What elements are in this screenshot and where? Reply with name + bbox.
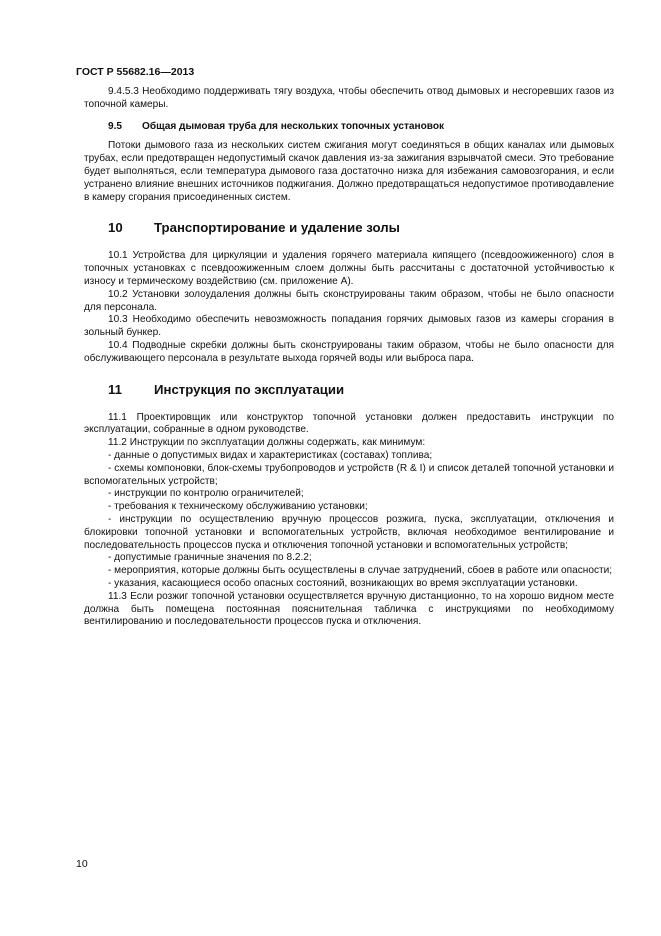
list-item: - схемы компоновки, блок-схемы трубопроводов и устройств (R & I) и список деталей топочной установки и вспомогательных устройств; xyxy=(84,462,614,487)
section-heading-11 xyxy=(84,382,614,398)
standard-header: ГОСТ Р 55682.16—2013 xyxy=(76,66,195,78)
paragraph-9-5-body: Потоки дымового газа из нескольких систем сжигания могут соединяться в общих каналах или дымовых трубах, если предотвращен недопустимый скачок давления из-за зажигания взрывчатой смеси. Это требование будет выполняться, если температура дымового газа достаточно низка для избежания самовозгорания, и если устранено влияние внешних источников поджигания. Должно предотвращаться недопустимое противодавление в камеру сгорания присоединенных систем. xyxy=(84,140,614,203)
section-heading-10 xyxy=(84,220,614,236)
subsection-number: 9.5 xyxy=(108,120,123,132)
section-title: Инструкция по эксплуатации xyxy=(154,381,345,397)
page-number: 10 xyxy=(76,858,88,870)
list-item: - мероприятия, которые должны быть осуществлены в случае затруднений, сбоев в работе или опасности; xyxy=(108,565,613,577)
subsection-heading-9-5 xyxy=(84,121,614,134)
section-number: 11 xyxy=(108,381,122,397)
paragraph-11-3: 11.3 Если розжиг топочной установки осуществляется вручную дистанционно, то на хорошо видном месте должна быть помещена постоянная пояснительная табличка с инструкциями по необходимому вентилированию и последовательности процессов пуска и отключения. xyxy=(84,590,614,628)
list-item: - допустимые граничные значения по 8.2.2; xyxy=(108,552,312,564)
section-title: Транспортирование и удаление золы xyxy=(154,220,400,236)
paragraph-11-2: 11.2 Инструкции по эксплуатации должны содержать, как минимум: xyxy=(108,437,426,449)
page-content xyxy=(84,86,614,629)
subsection-title: Общая дымовая труба для нескольких топочных установок xyxy=(142,120,445,132)
list-item: - инструкции по осуществлению вручную процессов розжига, пуска, эксплуатации, отключения и блокировки топочной установки и вспомогательных устройств, включая необходимое вентилирование и последовательность процессов пуска и отключения топочной установки и вспомогательных устройств; xyxy=(84,513,614,551)
paragraph-10-2: 10.2 Установки золоудаления должны быть сконструированы таким образом, чтобы не было опасности для персонала. xyxy=(84,288,614,313)
list-item: - данные о допустимых видах и характеристиках (составах) топлива; xyxy=(108,449,433,461)
paragraph-10-3: 10.3 Необходимо обеспечить невозможность попадания горячих дымовых газов из камеры сгорания в зольный бункер. xyxy=(84,314,614,339)
list-item: - инструкции по контролю ограничителей; xyxy=(108,488,304,500)
paragraph-9-4-5-3: 9.4.5.3 Необходимо поддерживать тягу воздуха, чтобы обеспечить отвод дымовых и несгоревших газов из топочной камеры. xyxy=(84,86,614,110)
paragraph-10-1: 10.1 Устройства для циркуляции и удаления горячего материала кипящего (псевдоожиженного) слоя в топочных установках с псевдоожиженным слоем должны быть рассчитаны с достаточной устойчивостью к износу и термическому воздействию (см. приложение А). xyxy=(84,250,614,287)
list-item: - указания, касающиеся особо опасных состояний, возникающих во время эксплуатации установки. xyxy=(108,577,578,589)
list-item: - требования к техническому обслуживанию установки; xyxy=(108,501,368,513)
paragraph-11-1: 11.1 Проектировщик или конструктор топочной установки должен предоставить инструкции по эксплуатации, собранные в одном руководстве. xyxy=(84,411,614,436)
paragraph-10-4: 10.4 Подводные скребки должны быть сконструированы таким образом, чтобы не было опасности для обслуживающего персонала в результате выхода горячей воды или выброса пара. xyxy=(84,339,614,364)
section-number: 10 xyxy=(108,220,123,236)
